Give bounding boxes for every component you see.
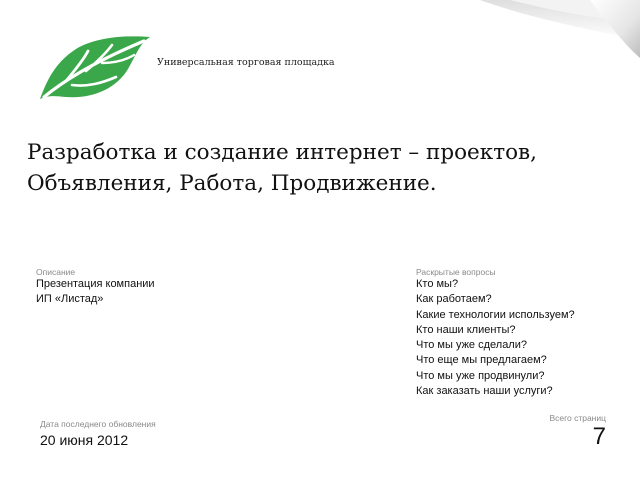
- page-title: [27, 137, 537, 199]
- topic-item: Что мы уже продвинули?: [416, 369, 545, 382]
- description-label: Описание: [36, 267, 76, 277]
- topic-item: Какие технологии используем?: [416, 308, 575, 321]
- topic-item: Что мы уже сделали?: [416, 339, 527, 352]
- brand-tagline: Универсальная торговая площадка: [157, 57, 335, 68]
- description-line: Презентация компании: [36, 278, 155, 290]
- topics-label: Раскрытые вопросы: [416, 267, 496, 277]
- topic-item: Что еще мы предлагаем?: [416, 354, 547, 367]
- page-curl-decoration: [440, 0, 640, 60]
- last-update-value: 20 июня 2012: [40, 432, 129, 448]
- page-count-value: 7: [592, 423, 606, 450]
- description-line: ИП «Листад»: [36, 293, 104, 306]
- topic-item: Кто мы?: [416, 278, 459, 290]
- green-leaf-logo-icon: [36, 33, 152, 103]
- description-section: [36, 267, 155, 308]
- topic-item: Как заказать наши услуги?: [416, 385, 553, 398]
- topic-item: Кто наши клиенты?: [416, 323, 516, 336]
- last-update-section: [40, 419, 156, 448]
- topics-section: [416, 267, 575, 399]
- title-line-2: Объявления, Работа, Продвижение.: [27, 171, 437, 196]
- last-update-label: Дата последнего обновления: [40, 419, 156, 429]
- title-line-1: Разработка и создание интернет – проектов,: [27, 140, 537, 165]
- page-count-section: [549, 413, 606, 451]
- page-count-label: Всего страниц: [549, 413, 606, 423]
- topic-item: Как работаем?: [416, 293, 492, 306]
